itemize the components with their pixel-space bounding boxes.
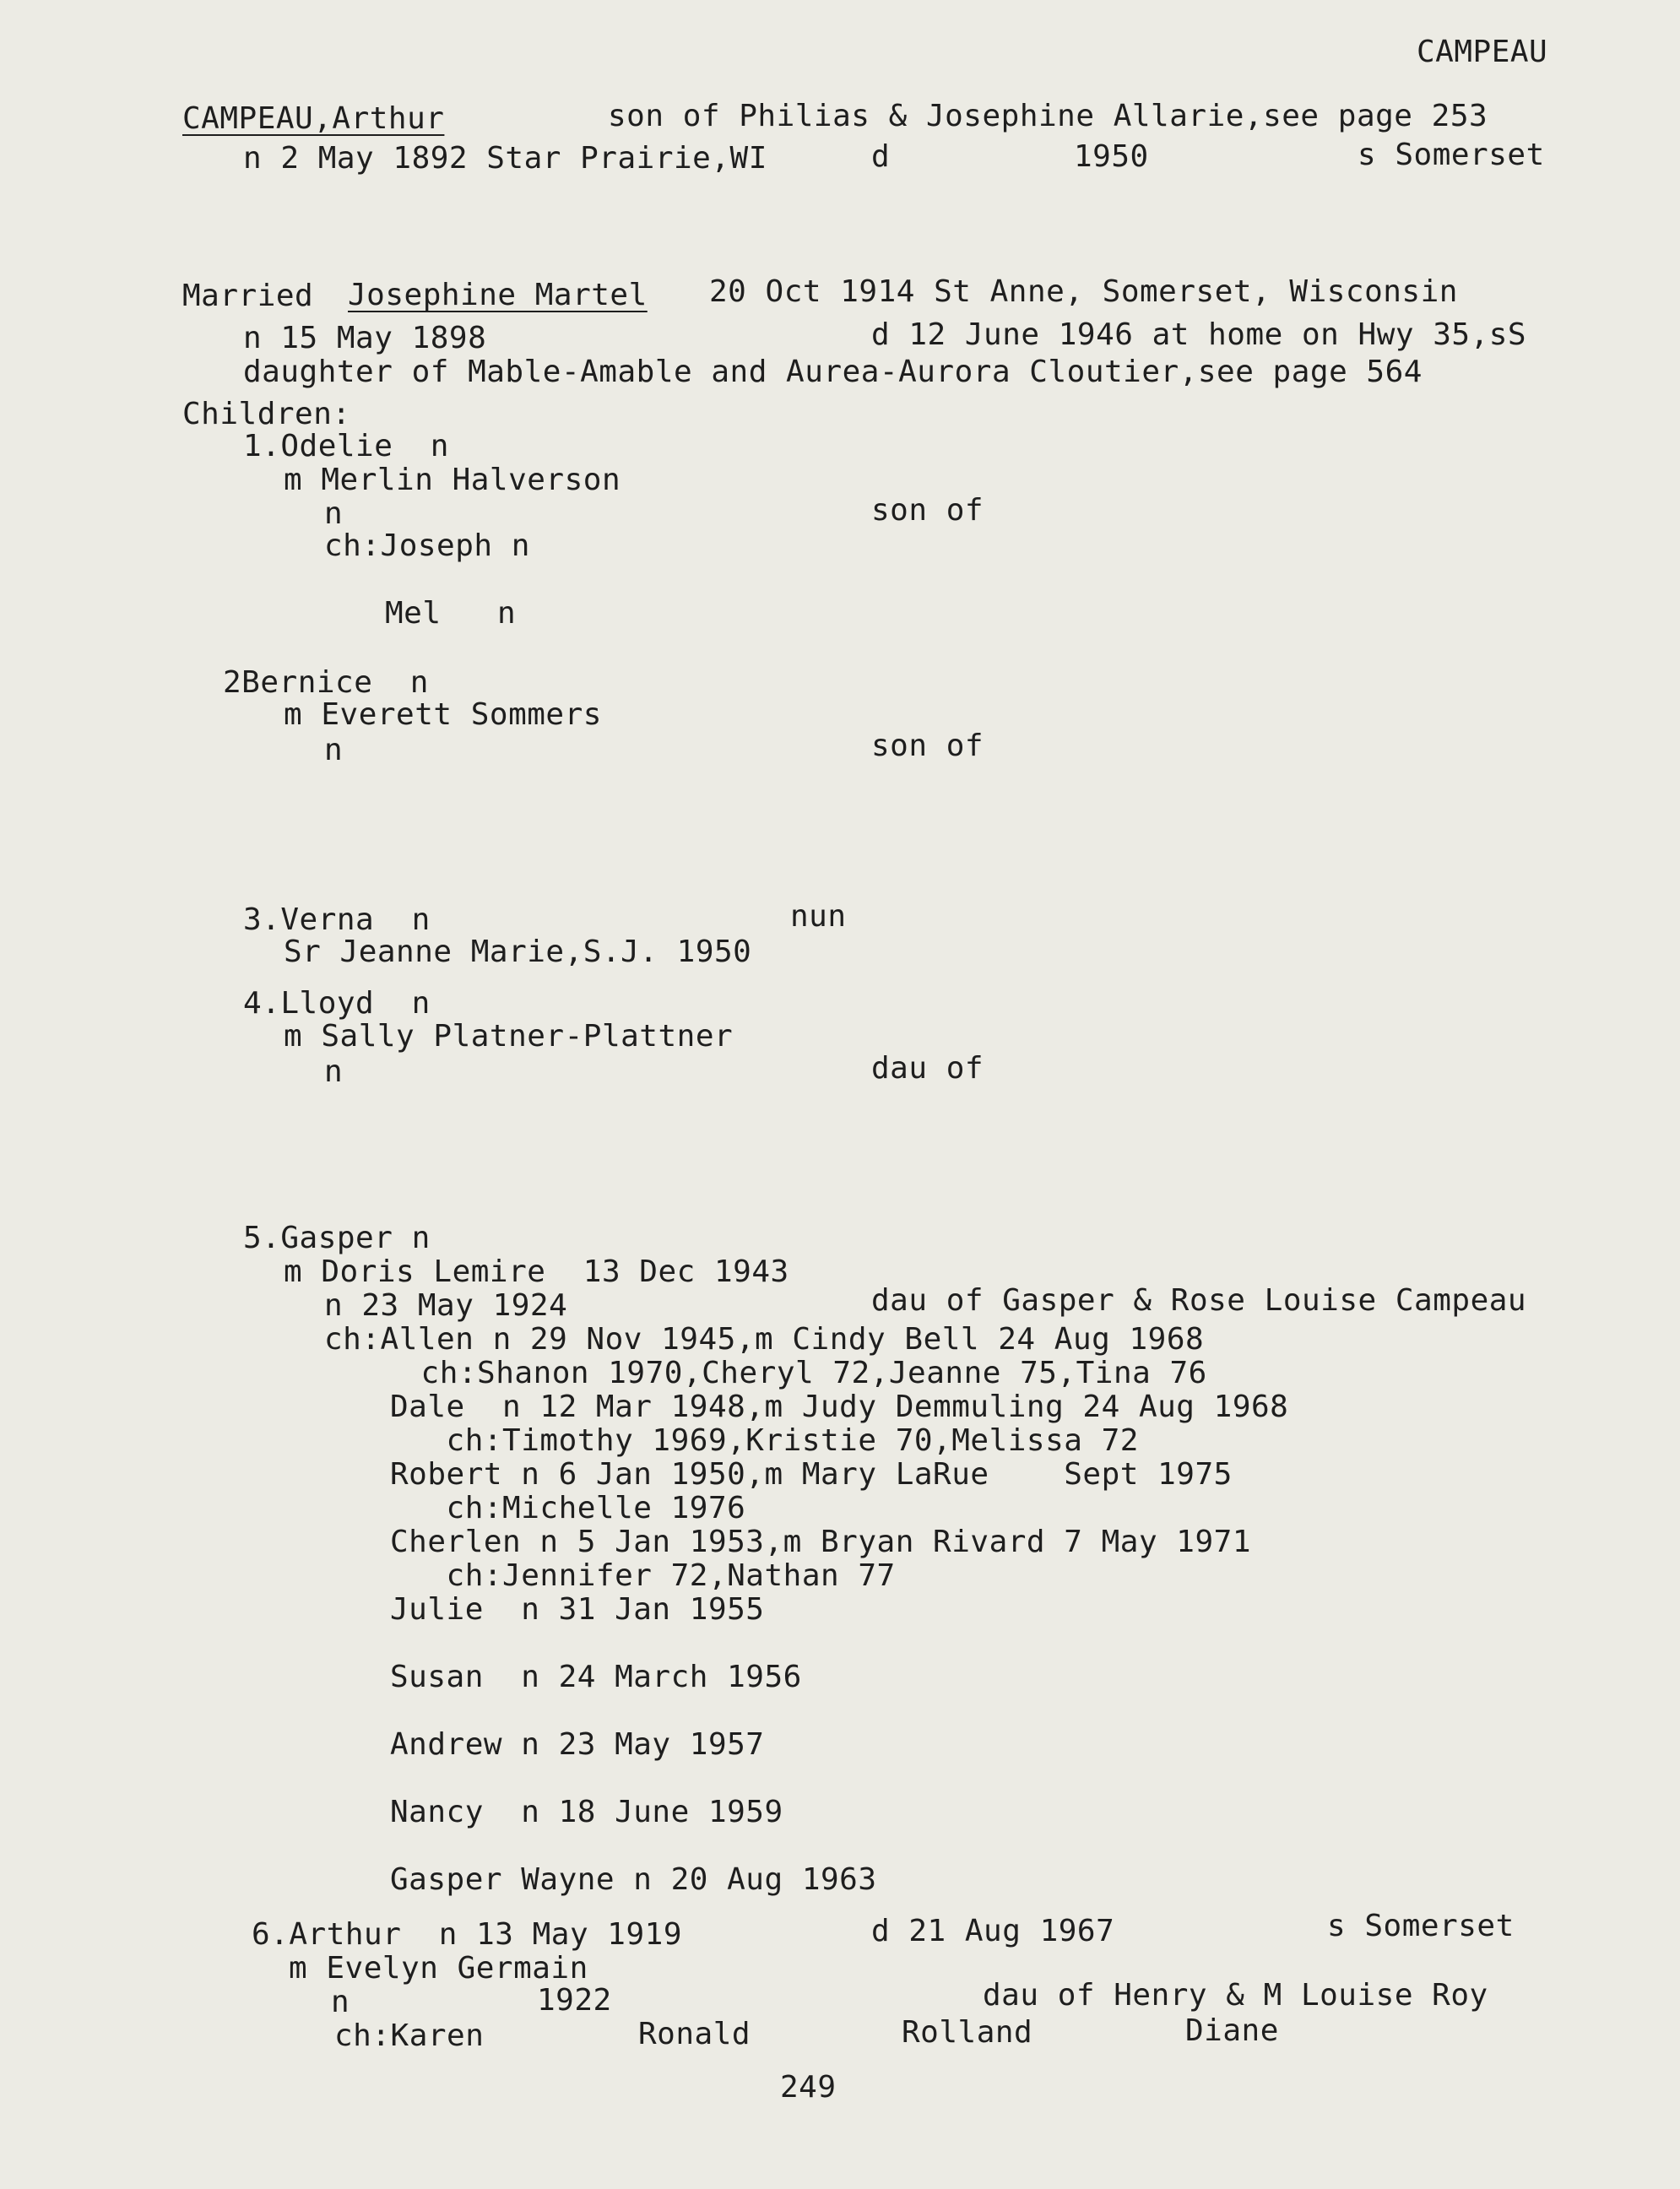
spouse-parents: daughter of Mable-Amable and Aurea-Aurora Cloutier,see page 564 [243, 355, 1423, 389]
grandchild-line: Andrew n 23 May 1957 [390, 1727, 765, 1762]
child1-spouse-birth: n [324, 496, 344, 531]
children-heading: Children: [182, 397, 351, 431]
child1-grandchild-mel: Mel n [385, 596, 517, 631]
child6-name: 6.Arthur n 13 May 1919 [252, 1917, 682, 1952]
grandchild-line: ch:Michelle 1976 [390, 1491, 746, 1525]
subject-burial: s Somerset [1358, 138, 1545, 172]
child6-burial: s Somerset [1327, 1909, 1515, 1943]
spouse-death: d 12 June 1946 at home on Hwy 35,sS [871, 317, 1527, 352]
child5-spouse-birth: n 23 May 1924 [324, 1288, 568, 1323]
child2-name: 2Bernice n [223, 665, 429, 700]
grandchild-line: Gasper Wayne n 20 Aug 1963 [390, 1862, 877, 1897]
child6-grandchild-karen: ch:Karen [334, 2018, 485, 2053]
subject-birth: n 2 May 1892 Star Prairie,WI [243, 141, 767, 176]
child3-religious-name: Sr Jeanne Marie,S.J. 1950 [284, 935, 752, 969]
child6-grandchild-ronald: Ronald [638, 2017, 751, 2051]
child6-spouse-parents: dau of Henry & M Louise Roy [983, 1978, 1488, 2013]
grandchild-line: Nancy n 18 June 1959 [390, 1795, 783, 1829]
child2-spouse-birth: n [324, 733, 344, 767]
page-number: 249 [780, 2070, 837, 2105]
child6-spouse: m Evelyn Germain [289, 1951, 588, 1986]
grandchild-line: ch:Timothy 1969,Kristie 70,Melissa 72 [390, 1423, 1139, 1458]
child4-name: 4.Lloyd n [243, 986, 431, 1021]
child1-name: 1.Odelie n [243, 429, 449, 463]
grandchild-line: Susan n 24 March 1956 [390, 1660, 802, 1694]
child5-spouse: m Doris Lemire 13 Dec 1943 [284, 1254, 789, 1289]
subject-death-label: d [871, 139, 891, 174]
child3-name: 3.Verna n [243, 902, 431, 937]
child6-spouse-birth-year: 1922 [537, 1983, 612, 2018]
child1-grandchild-joseph: ch:Joseph n [324, 528, 530, 563]
grandchild-line: Robert n 6 Jan 1950,m Mary LaRue Sept 1975 [390, 1457, 1233, 1492]
marriage-details: 20 Oct 1914 St Anne, Somerset, Wisconsin [709, 274, 1458, 309]
child3-note: nun [790, 899, 847, 934]
child6-grandchild-rolland: Rolland [902, 2015, 1033, 2050]
child5-name: 5.Gasper n [243, 1221, 431, 1255]
child4-spouse-parents: dau of [871, 1051, 984, 1086]
child2-spouse: m Everett Sommers [284, 697, 602, 732]
subject-parents: son of Philias & Josephine Allarie,see page 253 [608, 99, 1488, 133]
spouse-name: Josephine Martel [348, 278, 648, 312]
child5-spouse-parents: dau of Gasper & Rose Louise Campeau [871, 1283, 1527, 1318]
running-head: CAMPEAU [1417, 35, 1548, 69]
spouse-birth: n 15 May 1898 [243, 321, 487, 355]
child2-spouse-parents: son of [871, 729, 984, 763]
child1-spouse-parents: son of [871, 493, 984, 528]
marriage-label: Married [182, 279, 314, 313]
child6-spouse-birth-label: n [331, 1985, 350, 2019]
grandchild-line: ch:Shanon 1970,Cheryl 72,Jeanne 75,Tina 76 [365, 1356, 1207, 1390]
child4-spouse-birth: n [324, 1054, 344, 1089]
subject-name: CAMPEAU,Arthur [182, 101, 445, 136]
grandchild-line: Dale n 12 Mar 1948,m Judy Demmuling 24 Aug 1968 [390, 1390, 1289, 1424]
child6-death: d 21 Aug 1967 [871, 1914, 1115, 1948]
child4-spouse: m Sally Platner-Plattner [284, 1019, 734, 1054]
grandchild-line: ch:Jennifer 72,Nathan 77 [390, 1558, 896, 1593]
grandchild-line: ch:Allen n 29 Nov 1945,m Cindy Bell 24 Aug 1968 [324, 1322, 1205, 1357]
child1-spouse: m Merlin Halverson [284, 463, 621, 497]
grandchild-line: Julie n 31 Jan 1955 [390, 1592, 765, 1627]
subject-death-year: 1950 [1074, 139, 1149, 174]
child6-grandchild-diane: Diane [1185, 2013, 1279, 2048]
grandchild-line: Cherlen n 5 Jan 1953,m Bryan Rivard 7 May 1971 [390, 1525, 1251, 1559]
